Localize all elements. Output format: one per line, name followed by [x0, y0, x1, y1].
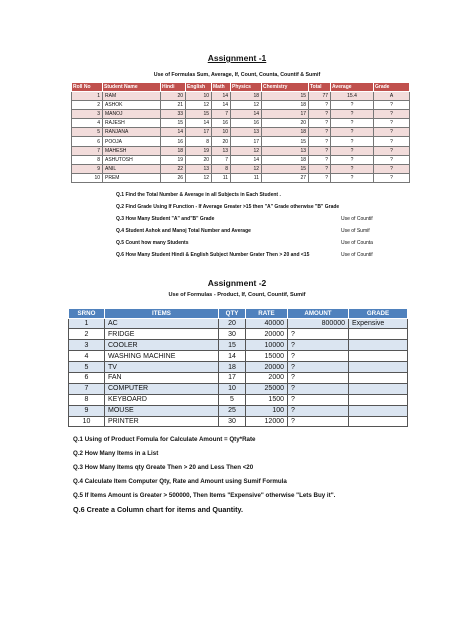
table-cell: 10	[72, 174, 103, 183]
table-cell: ?	[331, 128, 374, 137]
table-cell	[349, 340, 408, 351]
table-cell	[349, 351, 408, 362]
table-cell: 25000	[246, 383, 288, 394]
table-cell: 13	[212, 146, 231, 155]
column-header: Roll No	[72, 83, 103, 92]
table-cell: 20	[212, 137, 231, 146]
table-cell: 18	[161, 146, 186, 155]
table-cell: 15000	[246, 351, 288, 362]
table-cell: 11	[212, 174, 231, 183]
table-cell: 16	[231, 119, 262, 128]
table-cell: 13	[231, 128, 262, 137]
table-cell: ANIL	[103, 165, 161, 174]
column-header: Math	[212, 83, 231, 92]
table-cell	[349, 416, 408, 427]
table-cell: 4	[69, 351, 105, 362]
table-cell: 7	[72, 146, 103, 155]
table-cell: POOJA	[103, 137, 161, 146]
table-cell	[349, 383, 408, 394]
table-row	[72, 137, 410, 146]
table-cell: 25	[219, 405, 246, 416]
table-cell: 18	[231, 91, 262, 100]
table-cell: 20000	[246, 362, 288, 373]
table-cell: 20000	[246, 329, 288, 340]
table-cell: ?	[309, 119, 331, 128]
table-cell: AC	[105, 318, 219, 329]
table-cell: 16	[161, 137, 186, 146]
table-cell: ?	[288, 351, 349, 362]
table-cell: ?	[288, 383, 349, 394]
table-cell: 19	[186, 146, 212, 155]
table-cell: 4	[72, 119, 103, 128]
table-cell: 17	[231, 137, 262, 146]
question-text: Q.1 Using of Product Fomula for Calculate Amount = Qty*Rate	[73, 436, 256, 443]
table-cell: ?	[288, 372, 349, 383]
table-cell: KEYBOARD	[105, 394, 219, 405]
table-cell: 1	[69, 318, 105, 329]
table-row	[72, 174, 410, 183]
table-cell: A	[374, 91, 410, 100]
column-header: Physics	[231, 83, 262, 92]
table-cell: 800000	[288, 318, 349, 329]
column-header: Student Name	[103, 83, 161, 92]
table-cell: TV	[105, 362, 219, 373]
table-cell: 7	[212, 155, 231, 164]
table-cell: 5	[69, 362, 105, 373]
table-cell: 13	[262, 146, 309, 155]
table-row	[72, 119, 410, 128]
table-cell: 22	[161, 165, 186, 174]
table-cell: PREM	[103, 174, 161, 183]
table-cell: 3	[72, 109, 103, 118]
question-text: Q.3 How Many Student "A" and"B" Grade	[116, 216, 215, 222]
column-header: Chemistry	[262, 83, 309, 92]
table-cell: ?	[309, 100, 331, 109]
column-header: Total	[309, 83, 331, 92]
column-header: RATE	[246, 309, 288, 319]
table-cell: 15.4	[331, 91, 374, 100]
table-cell: ?	[331, 119, 374, 128]
table-cell: 8	[212, 165, 231, 174]
table-cell: 9	[72, 165, 103, 174]
table-cell: ?	[309, 137, 331, 146]
column-header: AMOUNT	[288, 309, 349, 319]
table-cell: 10000	[246, 340, 288, 351]
table-cell: WASHING MACHINE	[105, 351, 219, 362]
table-cell: 15	[262, 165, 309, 174]
column-header: QTY	[219, 309, 246, 319]
table-cell: MOUSE	[105, 405, 219, 416]
table-cell: ?	[331, 146, 374, 155]
table-cell: ?	[288, 340, 349, 351]
table-cell: 2000	[246, 372, 288, 383]
formula-hint: Use of Countif	[341, 216, 373, 222]
table-cell: 9	[69, 405, 105, 416]
table-cell	[349, 394, 408, 405]
assignment-2-subtitle: Use of Formulas - Product, If, Count, Countif, Sumif	[168, 292, 306, 298]
table-cell: ?	[309, 165, 331, 174]
table-cell: ?	[288, 362, 349, 373]
table-cell: ?	[309, 146, 331, 155]
table-cell: ?	[309, 109, 331, 118]
table-cell: RAM	[103, 91, 161, 100]
question-text: Q.2 Find Grade Using If Function - If Average Greater >15 then "A" Grade otherwise "B" Grade	[116, 204, 340, 210]
column-header: Grade	[374, 83, 410, 92]
table-cell	[349, 372, 408, 383]
table-cell: 14	[212, 91, 231, 100]
table-header-row	[72, 83, 410, 92]
question-text: Q.6 Create a Column chart for items and Quantity.	[73, 505, 244, 514]
table-cell: 18	[262, 100, 309, 109]
table-cell: ?	[331, 137, 374, 146]
table-cell: FRIDGE	[105, 329, 219, 340]
table-cell: RANJANA	[103, 128, 161, 137]
table-cell: 5	[72, 128, 103, 137]
table-cell: ?	[374, 100, 410, 109]
table-cell: MAHESH	[103, 146, 161, 155]
table-cell: 18	[219, 362, 246, 373]
table-header-row	[69, 309, 408, 319]
table-cell: 1	[72, 91, 103, 100]
table-cell: ?	[374, 174, 410, 183]
table-cell: 40000	[246, 318, 288, 329]
column-header: GRADE	[349, 309, 408, 319]
question-text: Q.5 If Items Amount is Greater > 500000, Then Items "Expensive" otherwise "Lets Buy it".	[73, 492, 336, 499]
table-cell: 30	[219, 329, 246, 340]
question-text: Q.4 Student Ashok and Manoj Total Number and Average	[116, 228, 251, 234]
question-text: Q.6 How Many Student Hindi & English Subject Number Grater Then > 20 and <15	[116, 252, 310, 258]
column-header: SRNO	[69, 309, 105, 319]
table-cell: 8	[72, 155, 103, 164]
table-cell	[349, 329, 408, 340]
table-row	[69, 416, 408, 427]
column-header: ITEMS	[105, 309, 219, 319]
table-cell: 3	[69, 340, 105, 351]
table-cell: PRINTER	[105, 416, 219, 427]
table-cell: ?	[374, 137, 410, 146]
table-cell: ?	[374, 146, 410, 155]
items-table	[68, 308, 408, 427]
student-marks-table	[71, 82, 410, 183]
column-header: Hindi	[161, 83, 186, 92]
column-header: English	[186, 83, 212, 92]
question-text: Q.1 Find the Total Number & Average in all Subjects in Each Student .	[116, 192, 281, 198]
table-cell: 20	[161, 91, 186, 100]
table-cell: 17	[262, 109, 309, 118]
table-cell: 17	[219, 372, 246, 383]
question-text: Q.3 How Many Items qty Greate Then > 20 and Less Then <20	[73, 464, 254, 471]
table-cell: 8	[69, 394, 105, 405]
table-cell: 2	[72, 100, 103, 109]
table-cell: ASHOK	[103, 100, 161, 109]
table-cell: 5	[219, 394, 246, 405]
table-row	[69, 383, 408, 394]
table-cell: 12	[231, 146, 262, 155]
table-cell: 14	[231, 155, 262, 164]
table-cell: 10	[212, 128, 231, 137]
table-cell: ?	[288, 405, 349, 416]
table-cell: ?	[331, 100, 374, 109]
table-cell: 7	[69, 383, 105, 394]
table-cell: 2	[69, 329, 105, 340]
table-cell: 15	[161, 119, 186, 128]
table-cell: 18	[262, 128, 309, 137]
table-cell: COMPUTER	[105, 383, 219, 394]
table-cell: 10	[69, 416, 105, 427]
table-cell: ?	[288, 416, 349, 427]
table-cell: ASHUTOSH	[103, 155, 161, 164]
table-cell: 13	[186, 165, 212, 174]
table-cell: 26	[161, 174, 186, 183]
table-cell: RAJESH	[103, 119, 161, 128]
table-cell: ?	[309, 128, 331, 137]
table-cell: 27	[262, 174, 309, 183]
question-text: Q.2 How Many Items in a List	[73, 450, 159, 457]
table-cell: 16	[212, 119, 231, 128]
table-cell: 30	[219, 416, 246, 427]
table-cell: 14	[219, 351, 246, 362]
table-row	[72, 100, 410, 109]
table-cell: FAN	[105, 372, 219, 383]
table-row	[72, 155, 410, 164]
table-cell: ?	[309, 174, 331, 183]
assignment-1-subtitle: Use of Formulas Sum, Average, If, Count, Counta, Countif & Sumif	[153, 72, 321, 78]
table-row	[69, 318, 408, 329]
table-row	[72, 146, 410, 155]
table-cell: 14	[186, 119, 212, 128]
table-cell: ?	[331, 174, 374, 183]
table-row	[72, 165, 410, 174]
table-cell: 77	[309, 91, 331, 100]
table-row	[69, 329, 408, 340]
table-cell: 12	[186, 174, 212, 183]
table-cell: ?	[309, 155, 331, 164]
table-cell: 20	[219, 318, 246, 329]
table-row	[69, 405, 408, 416]
table-cell: 7	[212, 109, 231, 118]
column-header: Average	[331, 83, 374, 92]
table-row	[69, 362, 408, 373]
table-cell: 8	[186, 137, 212, 146]
table-cell: 14	[161, 128, 186, 137]
table-cell: ?	[331, 165, 374, 174]
table-row	[72, 91, 410, 100]
table-cell: ?	[331, 155, 374, 164]
table-cell: 10	[219, 383, 246, 394]
table-cell: 14	[231, 109, 262, 118]
table-cell: 100	[246, 405, 288, 416]
question-text: Q.4 Calculate Item Computer Qty, Rate and Amount using Sumif Formula	[73, 478, 287, 485]
formula-hint: Use of Countif	[341, 252, 373, 258]
table-cell: ?	[374, 128, 410, 137]
table-cell: 10	[186, 91, 212, 100]
table-cell: 6	[72, 137, 103, 146]
table-cell: 12	[186, 100, 212, 109]
table-cell: ?	[288, 394, 349, 405]
table-row	[69, 340, 408, 351]
table-row	[72, 109, 410, 118]
table-cell	[349, 405, 408, 416]
table-cell: ?	[374, 155, 410, 164]
table-cell: 15	[262, 91, 309, 100]
table-row	[69, 394, 408, 405]
table-cell: 1500	[246, 394, 288, 405]
table-cell: COOLER	[105, 340, 219, 351]
table-cell: 18	[262, 155, 309, 164]
table-cell: ?	[331, 109, 374, 118]
table-cell: 11	[231, 174, 262, 183]
table-cell: 15	[186, 109, 212, 118]
table-cell	[349, 362, 408, 373]
table-cell: 12000	[246, 416, 288, 427]
table-cell: 14	[212, 100, 231, 109]
formula-hint: Use of Sumif	[341, 228, 370, 234]
table-cell: 12	[231, 100, 262, 109]
table-cell: MANOJ	[103, 109, 161, 118]
table-cell: 15	[219, 340, 246, 351]
assignment-1-title: Assignment -1	[207, 53, 267, 63]
table-cell: ?	[374, 165, 410, 174]
table-cell: 20	[186, 155, 212, 164]
formula-hint: Use of Counta	[341, 240, 373, 246]
table-row	[69, 351, 408, 362]
table-cell: 6	[69, 372, 105, 383]
table-cell: Expensive	[349, 318, 408, 329]
table-cell: 17	[186, 128, 212, 137]
table-cell: 21	[161, 100, 186, 109]
table-cell: 12	[231, 165, 262, 174]
table-row	[72, 128, 410, 137]
table-cell: 33	[161, 109, 186, 118]
assignment-2-title: Assignment -2	[207, 278, 267, 288]
table-cell: ?	[374, 119, 410, 128]
table-cell: 20	[262, 119, 309, 128]
question-text: Q.5 Count how many Students	[116, 240, 189, 246]
table-cell: ?	[288, 329, 349, 340]
table-cell: 15	[262, 137, 309, 146]
table-cell: ?	[374, 109, 410, 118]
table-cell: 19	[161, 155, 186, 164]
table-row	[69, 372, 408, 383]
